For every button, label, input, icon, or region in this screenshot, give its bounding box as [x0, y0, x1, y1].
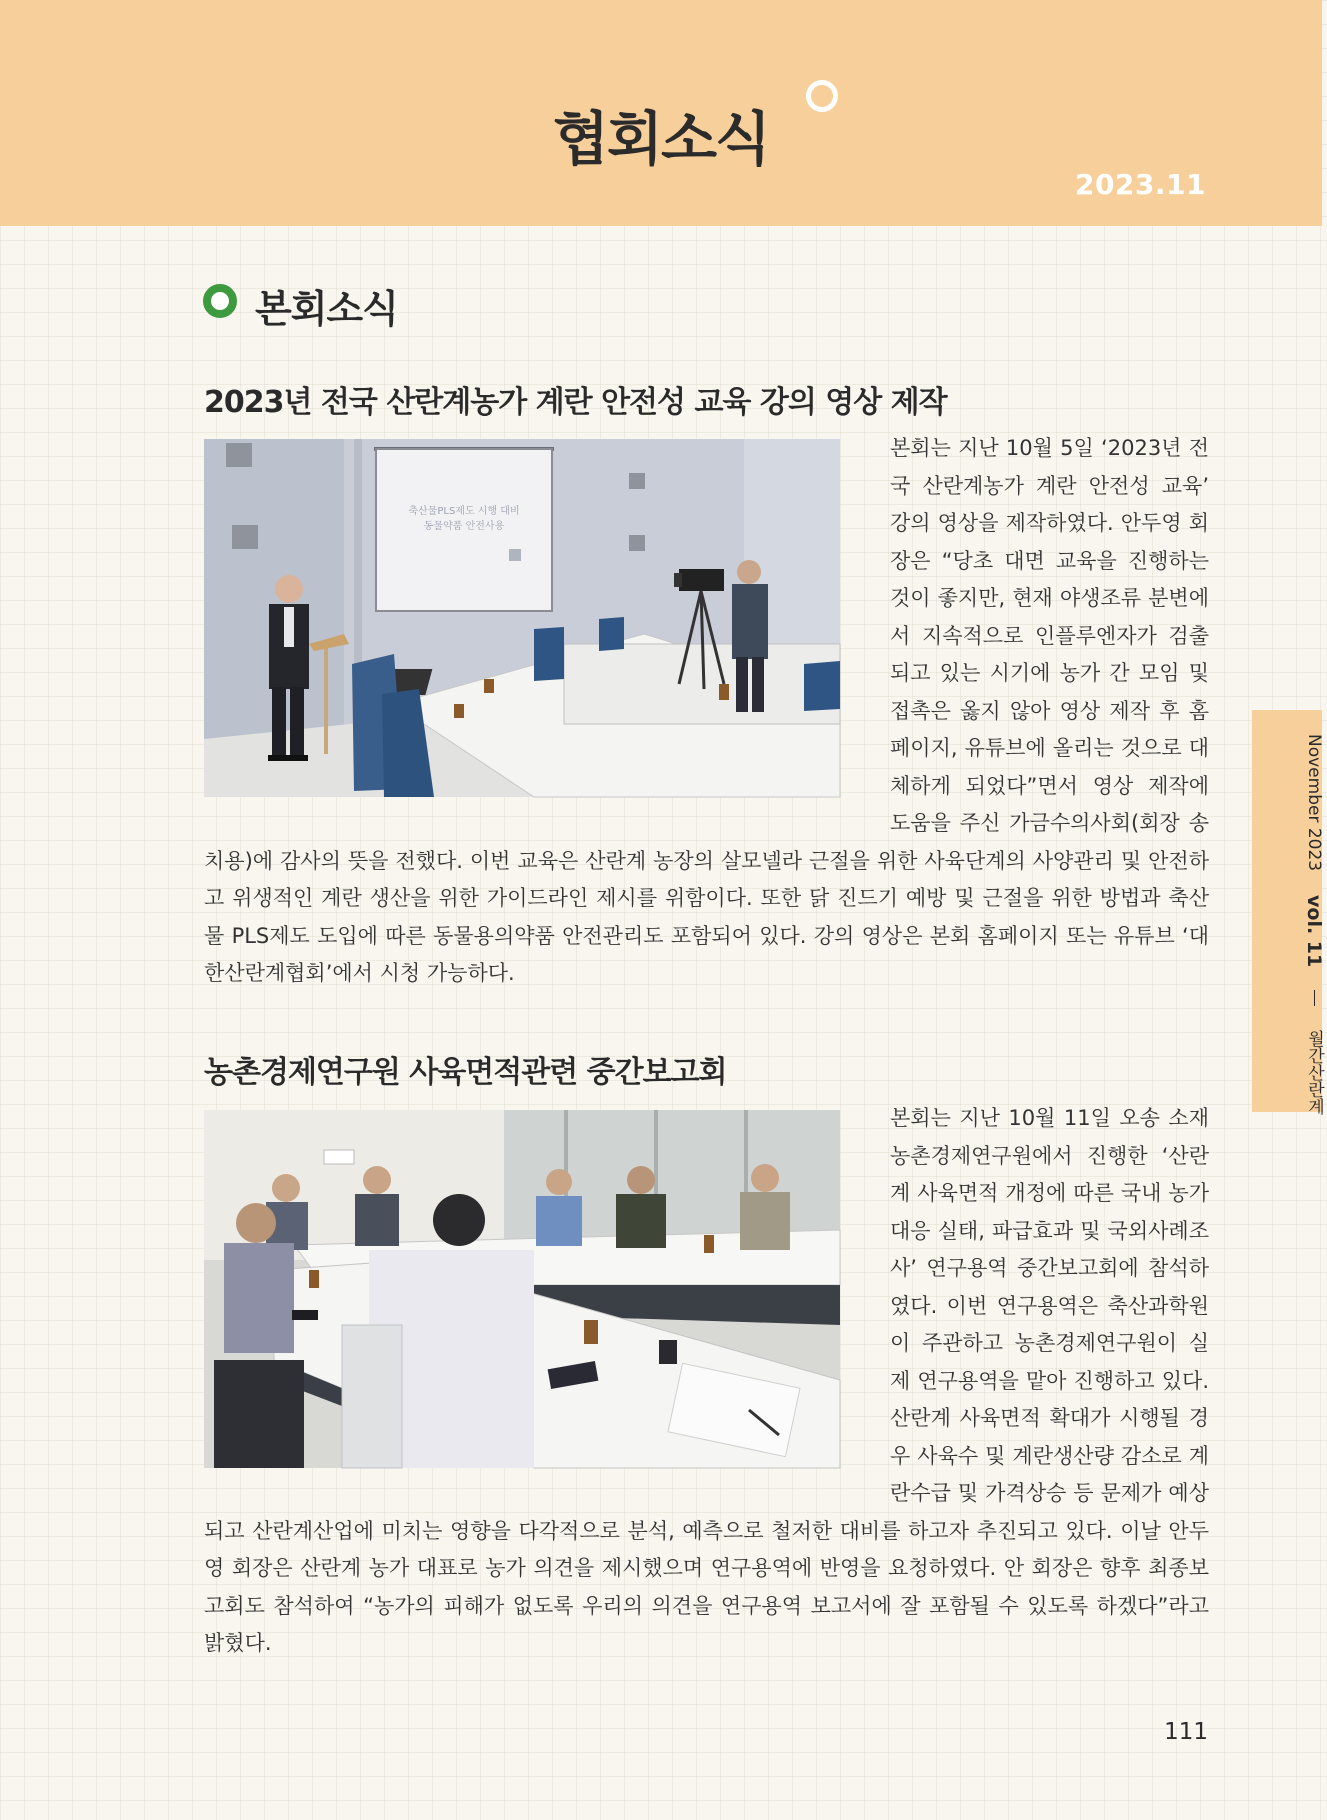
photo-wrap-spacer — [204, 430, 890, 842]
page-number: 111 — [1164, 1719, 1208, 1745]
section-bullet-icon — [203, 284, 237, 318]
photo-wrap-spacer — [204, 1100, 890, 1512]
issue-date: 2023.11 — [1074, 168, 1206, 201]
article-2-text: 본회는 지난 10월 11일 오송 소재 농촌경제연구원에서 진행한 ‘산란계 사육면적 개정에 따른 국내 농가 대응 실태, 파급효과 및 국외사례조사’ 연구용역 중간보고회에 참석하였다. 이번 연구용역은 축산과학원이 주관하고 농촌경제연구원이 실제 연구용역을 맡아 진행하고 있다. 산란계 사육면적 확대가 시행될 경우 사육수 및 계란생산량 감소로 계란수급 및 가격상승 등 문제가 예상되고 산란계산업에 미치는 영향을 다각적으로 분석, 예측으로 철저한 대비를 하고자 추진되고 있다. 이날 안두영 회장은 산란계 농가 대표로 농가 의견을 제시했으며 연구용역에 반영을 요청하였다. 안 회장은 향후 최종보고회도 참석하여 “농가의 피해가 없도록 우리의 의견을 연구용역 보고서에 잘 포함될 수 있도록 하겠다”라고 밝혔다. — [204, 1106, 1209, 1655]
side-tab-divider — [1314, 990, 1315, 1006]
article-1-title: 2023년 전국 산란계농가 계란 안전성 교육 강의 영상 제작 — [204, 385, 947, 420]
article-2-body — [204, 1100, 1209, 1663]
screen-text-1: 축산물PLS제도 시행 대비 — [408, 506, 520, 517]
page-header — [0, 0, 1322, 226]
side-tab — [1252, 710, 1325, 1115]
title-ring-ornament — [806, 80, 838, 112]
side-tab-magazine: 월간산란계 — [1304, 1029, 1324, 1115]
article-1-text: 본회는 지난 10월 5일 ‘2023년 전국 산란계농가 계란 안전성 교육’ 강의 영상을 제작하였다. 안두영 회장은 “당초 대면 교육을 진행하는 것이 좋지만, 현재 야생조류 분변에서 지속적으로 인플루엔자가 검출되고 있는 시기에 농가 간 모임 및 접촉은 옳지 않아 영상 제작 후 홈페이지, 유튜브에 올리는 것으로 대체하게 되었다”면서 영상 제작에 도움을 주신 가금수의사회(회장 송치용)에 감사의 뜻을 전했다. 이번 교육은 산란계 농장의 살모넬라 근절을 위한 사육단계의 사양관리 및 안전하고 위생적인 계란 생산을 위한 가이드라인 제시를 위함이다. 또한 닭 진드기 예방 및 근절을 위한 방법과 축산물 PLS제도 도입에 따른 동물용의약품 안전관리도 포함되어 있다. 강의 영상은 본회 홈페이지 또는 유튜브 ‘대한산란계협회’에서 시청 가능하다. — [204, 436, 1209, 985]
side-tab-volume: vol. 11 — [1303, 894, 1325, 967]
side-tab-label — [1302, 734, 1327, 1133]
side-tab-month: November 2023 — [1304, 734, 1324, 872]
page-title: 협회소식 — [552, 105, 770, 173]
screen-text-2: 동물약품 안전사용 — [423, 521, 505, 532]
section-title: 본회소식 — [255, 287, 398, 331]
article-1-body — [204, 430, 1209, 993]
article-2-title: 농촌경제연구원 사육면적관련 중간보고회 — [204, 1055, 727, 1090]
